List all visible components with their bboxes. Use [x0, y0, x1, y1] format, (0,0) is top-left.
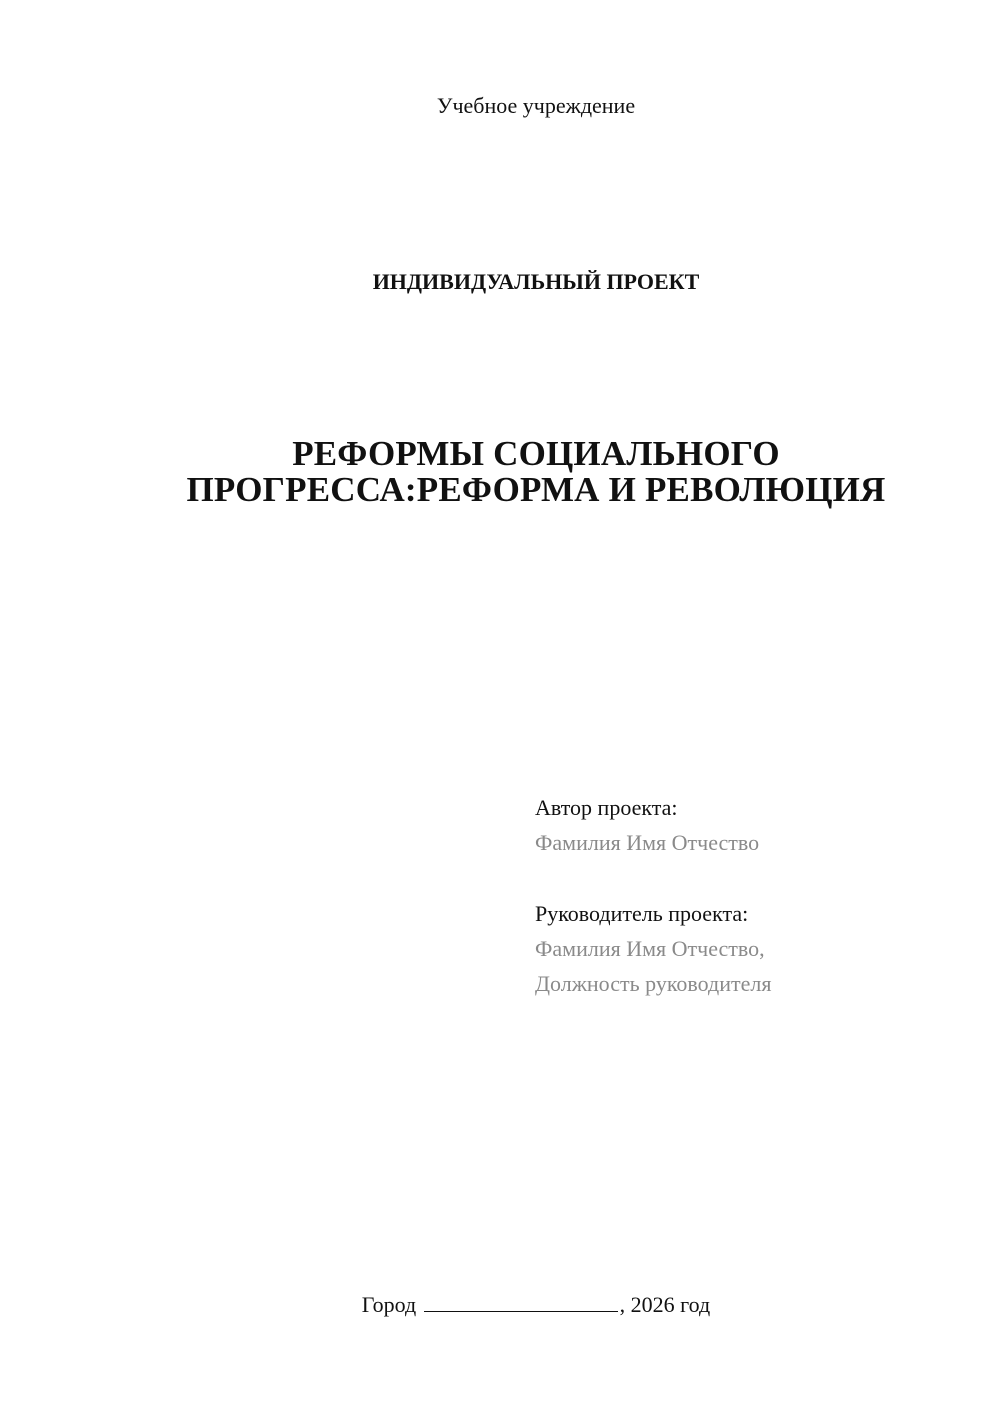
project-title: [0, 436, 1000, 508]
info-spacer: [535, 860, 975, 896]
institution-name: Учебное учреждение: [436, 93, 636, 118]
year-text: , 2026 год: [619, 1292, 711, 1317]
project-title-line-2: ПРОГРЕССА:РЕФОРМА И РЕВОЛЮЦИЯ: [186, 470, 886, 509]
project-title-line-1: РЕФОРМЫ СОЦИАЛЬНОГО: [292, 434, 780, 473]
footer-city-year: [0, 1290, 1000, 1320]
supervisor-name: Фамилия Имя Отчество,: [535, 936, 765, 961]
supervisor-label: Руководитель проекта:: [535, 901, 749, 926]
city-label: Город: [361, 1292, 417, 1317]
author-name: Фамилия Имя Отчество: [535, 830, 760, 855]
project-info-block: [535, 790, 975, 1001]
city-blank-line: [424, 1291, 618, 1312]
document-type: ИНДИВИДУАЛЬНЫЙ ПРОЕКТ: [372, 269, 700, 294]
author-label: Автор проекта:: [535, 795, 678, 820]
supervisor-position: Должность руководителя: [535, 971, 772, 996]
